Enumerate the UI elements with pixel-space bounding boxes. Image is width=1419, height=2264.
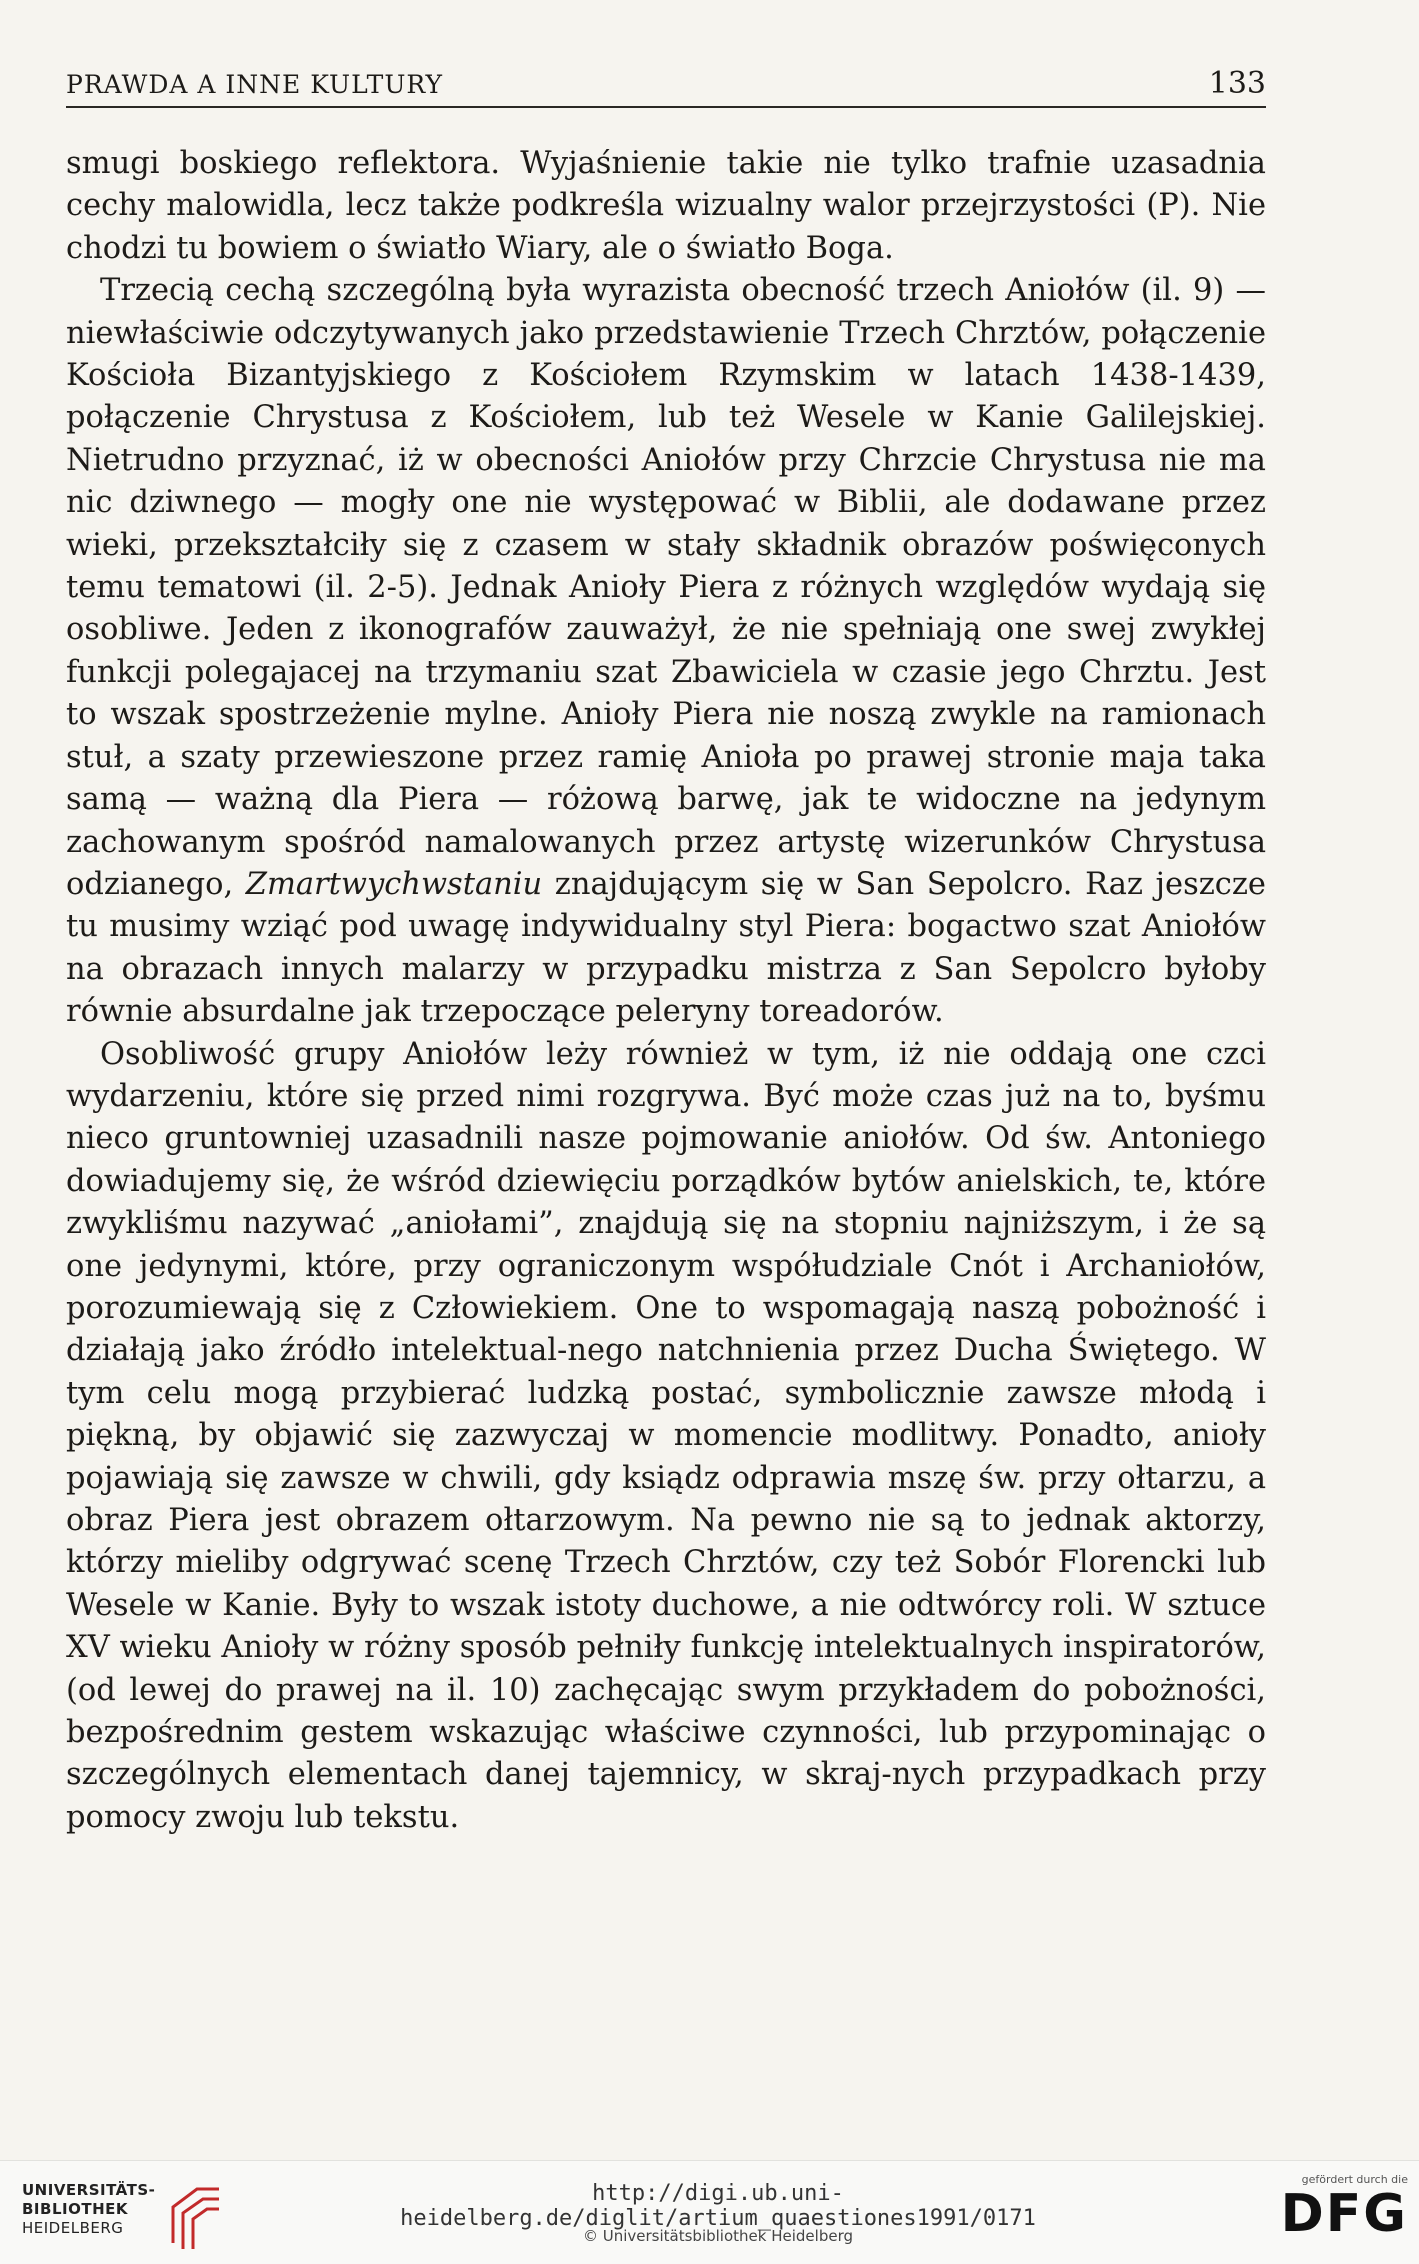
library-mark-icon [167, 2181, 225, 2251]
footer-copyright: © Universitätsbibliothek Heidelberg [582, 2227, 853, 2245]
running-title: PRAWDA A INNE KULTURY [66, 70, 443, 99]
paragraph-2-text-after: znajdującym się w San Sepolcro. Raz jeszcze tu musimy wziąć pod uwagę indywidualny styl Piera: bogactwo szat Aniołów na obrazach innych malarzy w przypadku mistrza z San Sepolcro byłoby równie absurdalne jak trzepoczące peleryny toreadorów. [66, 866, 1266, 1030]
paragraph-1 [66, 143, 1266, 270]
paragraph-3 [66, 1034, 1266, 1840]
footer-url-link[interactable]: http://digi.ub.uni-heidelberg.de/diglit/artium_quaestiones1991/0171 [400, 2181, 1036, 2231]
library-logo [22, 2181, 212, 2251]
page-number: 133 [1208, 66, 1266, 101]
paragraph-2-text: Trzecią cechą szczególną była wyrazista obecność trzech Aniołów (il. 9) — niewłaściwie odczytywanych jako przedstawienie Trzech Chrztów, połączenie Kościoła Bizantyjskiego z Kościołem Rzymskim w latach 1438-1439, połączenie Chrystusa z Kościołem, lub też Wesele w Kanie Galilejskiej. Nietrudno przyznać, iż w obecności Aniołów przy Chrzcie Chrystusa nie ma nic dziwnego — mogły one nie występować w Biblii, ale dodawane przez wieki, przekształciły się z czasem w stały składnik obrazów poświęconych temu tematowi (il. 2-5). Jednak Anioły Piera z różnych względów wydają się osobliwe. Jeden z ikonografów zauważył, że nie spełniają one swej zwykłej funkcji polegajacej na trzymaniu szat Zbawiciela w czasie jego Chrztu. Jest to wszak spostrzeżenie mylne. Anioły Piera nie noszą zwykle na ramionach stuł, a szaty przewieszone przez ramię Anioła po prawej stronie maja taka samą — ważną dla Piera — różową barwę, jak te widoczne na jedynym zachowanym spośród namalowanych przez artystę wizerunków Chrystusa odzianego, [66, 273, 1266, 902]
paragraph-2-emphasis: Zmartwychwstaniu [245, 866, 543, 902]
running-head [66, 66, 1266, 108]
paragraph-3-text: Osobliwość grupy Aniołów leży również w tym, iż nie oddają one czci wydarzeniu, które się przed nimi rozgrywa. Być może czas już na to, byśmu nieco gruntowniej uzasadnili nasze pojmowanie aniołów. Od św. Antoniego dowiadujemy się, że wśród dziewięciu porządków bytów anielskich, te, które zwykliśmu nazywać „aniołami”, znajdują się na stopniu najniższym, i że są one jedynymi, które, przy ograniczonym współudziale Cnót i Archaniołów, porozumiewają się z Człowiekiem. One to wspomagają naszą pobożność i działają jako źródło intelektual-nego natchnienia przez Ducha Świętego. W tym celu mogą przybierać ludzką postać, symbolicznie zawsze młodą i piękną, by objawić się zazwyczaj w momencie modlitwy. Ponadto, anioły pojawiają się zawsze w chwili, gdy ksiądz odprawia mszę św. przy ołtarzu, a obraz Piera jest obrazem ołtarzowym. Na pewno nie są to jednak aktorzy, którzy mieliby odgrywać scenę Trzech Chrztów, czy też Sobór Florencki lub Wesele w Kanie. Były to wszak istoty duchowe, a nie odtwórcy roli. W sztuce XV wieku Anioły w różny sposób pełniły funkcję intelektualnych inspiratorów, (od lewej do prawej na il. 10) zachęcając swym przykładem do pobożności, bezpośrednim gestem wskazując właściwe czynności, lub przypominając o szczególnych elementach danej tajemnicy, w skraj-nych przypadkach przy pomocy zwoju lub tekstu. [66, 1036, 1266, 1835]
paragraph-2 [66, 270, 1266, 1033]
paragraph-1-text: smugi boskiego reflektora. Wyjaśnienie takie nie tylko trafnie uzasadnia cechy malowidla, lecz także podkreśla wizualny walor przejrzystości (P). Nie chodzi tu bowiem o światło Wiary, ale o światło Boga. [66, 146, 1266, 266]
dfg-logo [1258, 2173, 1408, 2253]
dfg-caption: gefördert durch die [1301, 2173, 1408, 2186]
footer-bar [0, 2160, 1419, 2264]
library-line-1: UNIVERSITÄTS- [22, 2181, 156, 2199]
library-line-3: HEIDELBERG [22, 2219, 124, 2237]
dfg-wordmark: DFG [1280, 2184, 1408, 2244]
library-line-2: BIBLIOTHEK [22, 2200, 128, 2218]
body-text [66, 143, 1266, 1839]
